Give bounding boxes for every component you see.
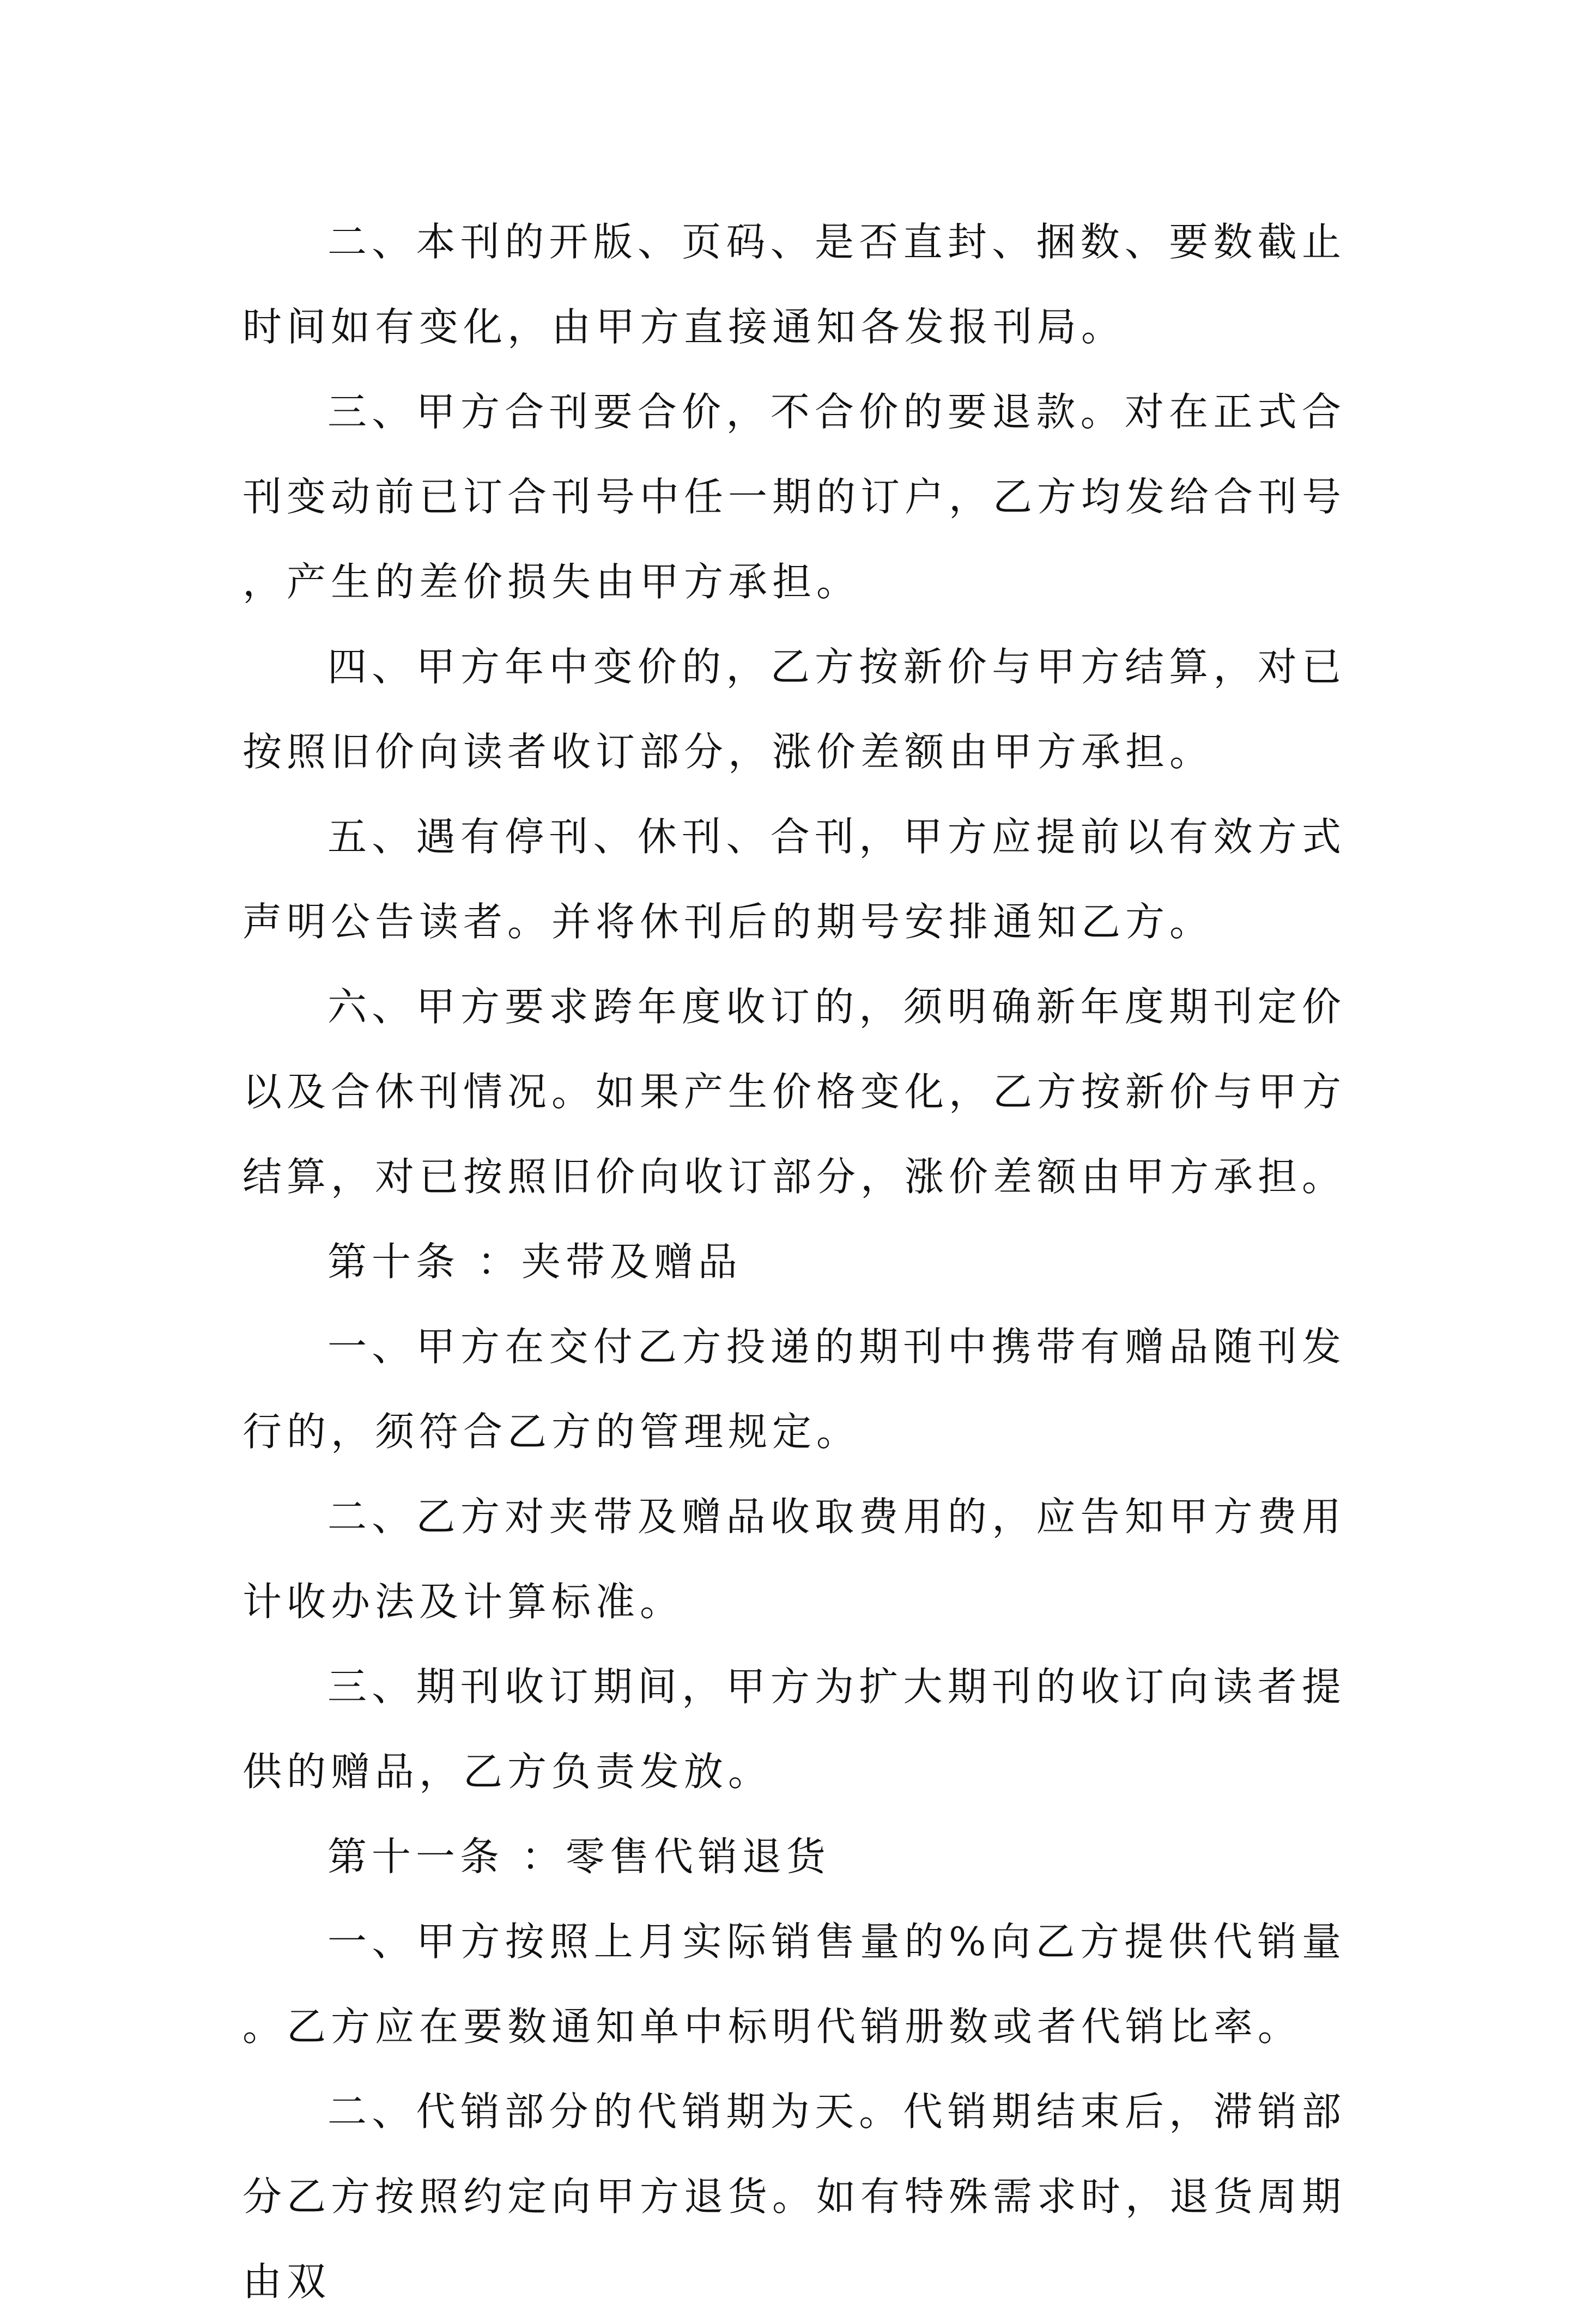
paragraph-3-merged-issue-price: 三、甲方合刊要合价，不合价的要退款。对在正式合刊变动前已订合刊号中任一期的订户，乙方均发给合刊号，产生的差价损失由甲方承担。	[242, 389, 1346, 605]
article-10-heading: 第十条 ：夹带及赠品	[327, 1239, 742, 1285]
paragraph-2-layout-change: 二、本刊的开版、页码、是否直封、捆数、要数截止时间如有变化，由甲方直接通知各发报刊局。	[242, 219, 1346, 350]
article-10-item-3: 三、期刊收订期间，甲方为扩大期刊的收订向读者提供的赠品，乙方负责发放。	[242, 1664, 1346, 1794]
paragraph-5-suspension-notice: 五、遇有停刊、休刊、合刊，甲方应提前以有效方式声明公告读者。并将休刊后的期号安排通知乙方。	[242, 814, 1346, 945]
paragraph-4-price-change: 四、甲方年中变价的，乙方按新价与甲方结算，对已按照旧价向读者收订部分，涨价差额由甲方承担。	[242, 644, 1346, 775]
paragraph-6-cross-year-subscription: 六、甲方要求跨年度收订的，须明确新年度期刊定价以及合休刊情况。如果产生价格变化，乙方按新价与甲方结算，对已按照旧价向收订部分，涨价差额由甲方承担。	[242, 984, 1346, 1200]
article-11-item-2: 二、代销部分的代销期为天。代销期结束后，滞销部分乙方按照约定向甲方退货。如有特殊需求时，退货周期由双	[242, 2089, 1346, 2304]
article-10-item-1: 一、甲方在交付乙方投递的期刊中携带有赠品随刊发行的，须符合乙方的管理规定。	[242, 1324, 1346, 1455]
article-10-item-2: 二、乙方对夹带及赠品收取费用的，应告知甲方费用计收办法及计算标准。	[242, 1494, 1346, 1625]
document-body	[242, 199, 1346, 2324]
article-11-heading: 第十一条 ：零售代销退货	[327, 1834, 830, 1879]
article-11-item-1: 一、甲方按照上月实际销售量的%向乙方提供代销量。乙方应在要数通知单中标明代销册数或者代销比率。	[242, 1919, 1346, 2049]
